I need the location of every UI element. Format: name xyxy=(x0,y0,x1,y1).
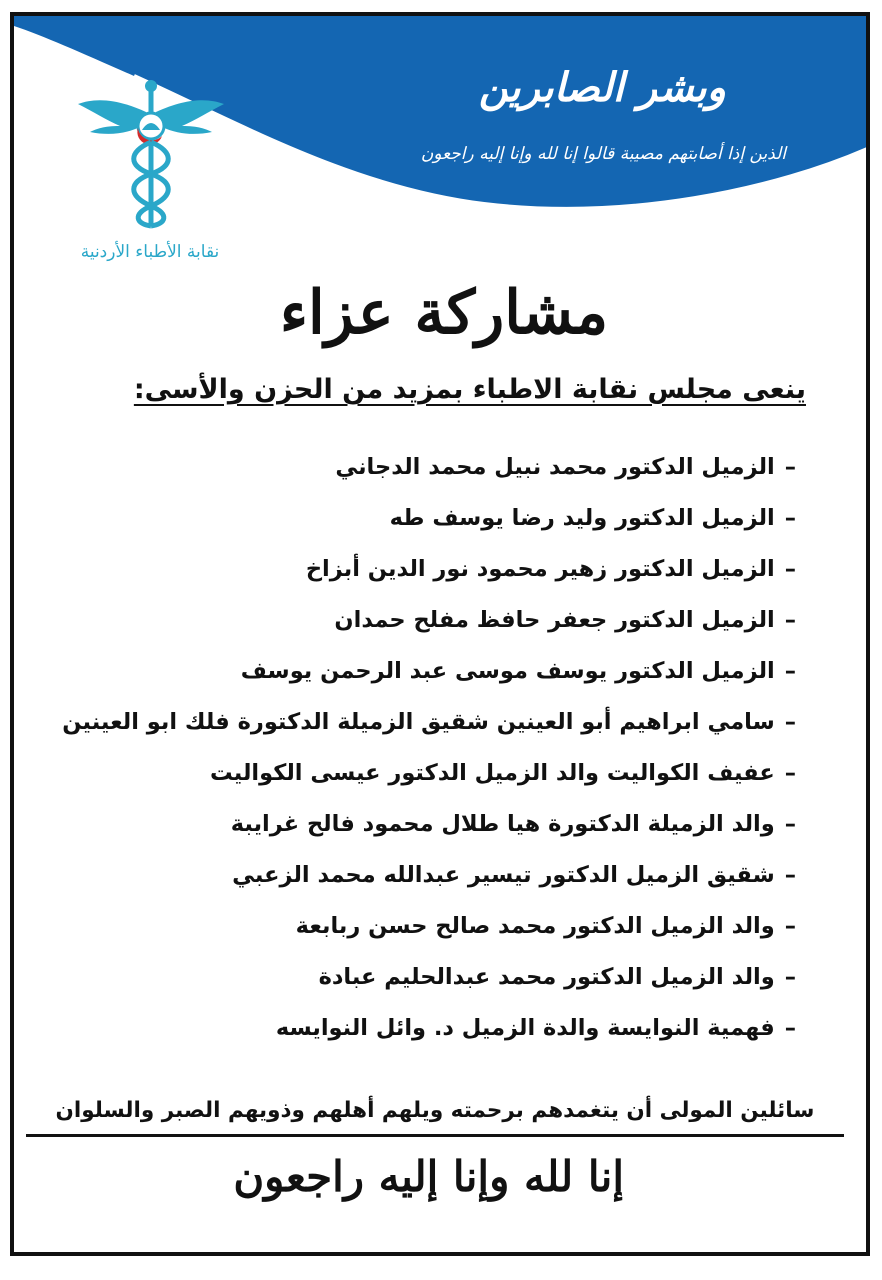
condolence-list xyxy=(62,442,796,1054)
condolence-text: الزميل الدكتور يوسف موسى عبد الرحمن يوسف xyxy=(240,658,775,684)
condolence-text: والد الزميل الدكتور محمد صالح حسن ربابعة xyxy=(295,913,775,939)
list-item xyxy=(62,646,796,697)
list-dash: – xyxy=(784,760,796,786)
page-title: مشاركة عزاء xyxy=(279,278,609,348)
list-dash: – xyxy=(784,913,796,939)
list-dash: – xyxy=(784,658,796,684)
closing-divider xyxy=(26,1134,844,1137)
condolence-text: سامي ابراهيم أبو العينين شقيق الزميلة الدكتورة فلك ابو العينين xyxy=(62,709,775,735)
list-item xyxy=(62,442,796,493)
condolence-text: والد الزميل الدكتور محمد عبدالحليم عبادة xyxy=(318,964,775,990)
list-item xyxy=(62,901,796,952)
list-item xyxy=(62,544,796,595)
announcement-subtitle: ينعى مجلس نقابة الاطباء بمزيد من الحزن والأسى: xyxy=(133,374,806,405)
condolence-text: شقيق الزميل الدكتور تيسير عبدالله محمد الزعبي xyxy=(232,862,775,888)
final-verse: إنا لله وإنا إليه راجعون xyxy=(233,1152,624,1201)
syndicate-name: نقابة الأطباء الأردنية xyxy=(80,242,220,262)
list-item xyxy=(62,595,796,646)
list-dash: – xyxy=(784,862,796,888)
caduceus-icon xyxy=(76,76,226,256)
closing-prayer: سائلين المولى أن يتغمدهم برحمته ويلهم أهلهم وذويهم الصبر والسلوان xyxy=(55,1098,815,1123)
list-item xyxy=(62,1003,796,1054)
list-dash: – xyxy=(784,505,796,531)
list-dash: – xyxy=(784,1015,796,1041)
list-item xyxy=(62,697,796,748)
list-item xyxy=(62,850,796,901)
condolence-text: الزميل الدكتور زهير محمود نور الدين أبزاخ xyxy=(305,556,775,582)
list-dash: – xyxy=(784,964,796,990)
banner-title: وبشر الصابرين xyxy=(478,64,726,111)
condolence-text: فهمية النوايسة والدة الزميل د. وائل النوايسه xyxy=(275,1015,775,1041)
condolence-text: الزميل الدكتور محمد نبيل محمد الدجاني xyxy=(335,454,775,480)
obituary-notice xyxy=(10,12,870,1256)
condolence-text: والد الزميلة الدكتورة هيا طلال محمود فالح غرايبة xyxy=(230,811,775,837)
list-dash: – xyxy=(784,454,796,480)
banner-verse: الذين إذا أصابتهم مصيبة قالوا إنا لله وإنا إليه راجعون xyxy=(420,144,786,164)
list-dash: – xyxy=(784,811,796,837)
condolence-text: عفيف الكواليت والد الزميل الدكتور عيسى الكواليت xyxy=(209,760,775,786)
list-dash: – xyxy=(784,709,796,735)
list-dash: – xyxy=(784,556,796,582)
list-item xyxy=(62,493,796,544)
list-dash: – xyxy=(784,607,796,633)
condolence-text: الزميل الدكتور جعفر حافظ مفلح حمدان xyxy=(334,607,775,633)
list-item xyxy=(62,952,796,1003)
condolence-text: الزميل الدكتور وليد رضا يوسف طه xyxy=(389,505,775,531)
list-item xyxy=(62,799,796,850)
list-item xyxy=(62,748,796,799)
